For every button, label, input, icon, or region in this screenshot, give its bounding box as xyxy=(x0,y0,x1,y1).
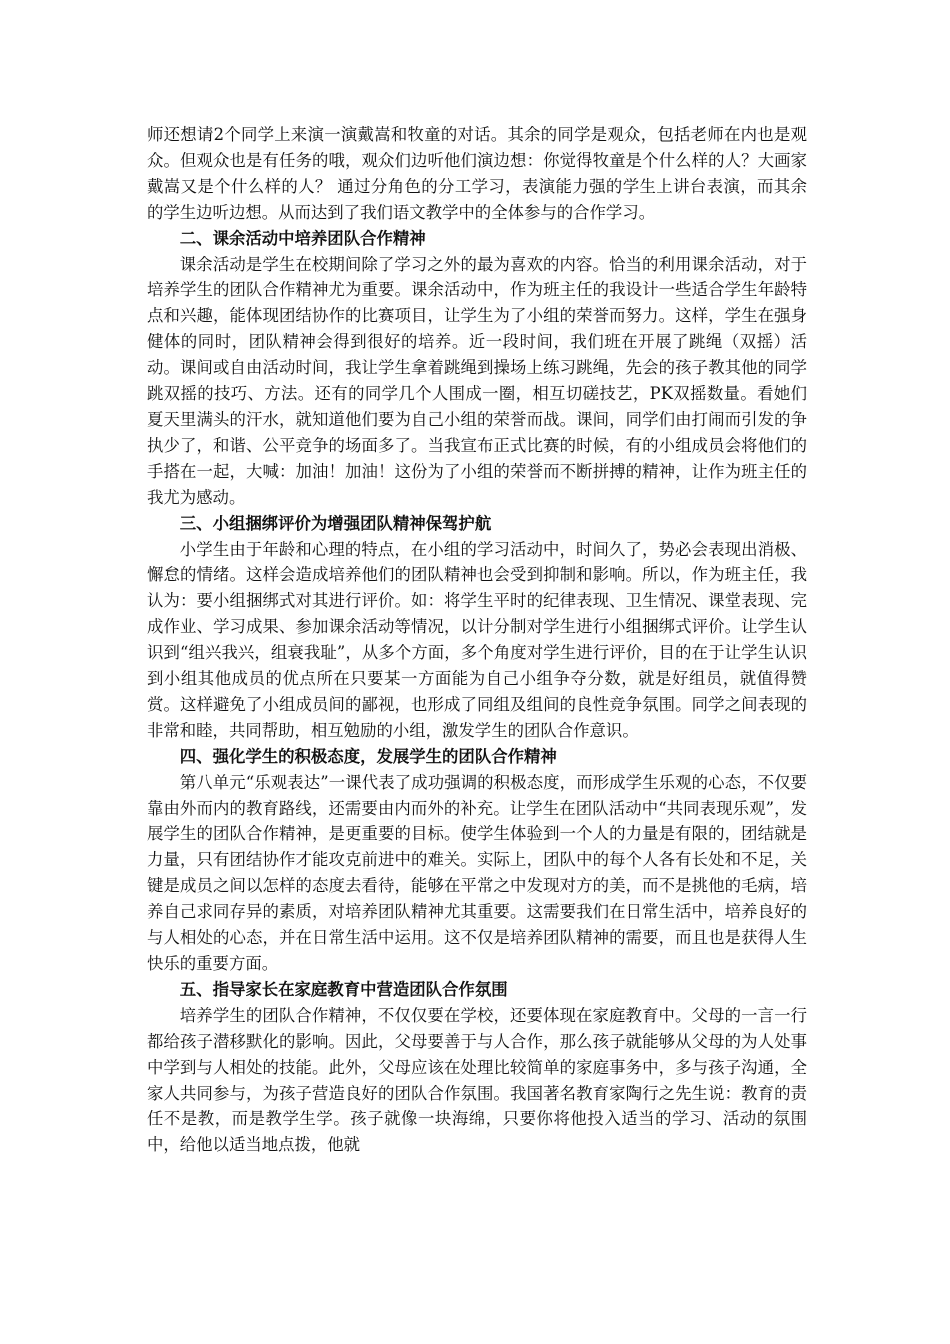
section-5-paragraph: 培养学生的团队合作精神，不仅仅要在学校，还要体现在家庭教育中。父母的一言一行都给孩子潜移默化的影响。因此，父母要善于与人合作，那么孩子就能够从父母的为人处事中学到与人相处的技能。此外，父母应该在处理比较简单的家庭事务中，多与孩子沟通，全家人共同参与，为孩子营造良好的团队合作氛围。我国著名教育家陶行之先生说：教育的责任不是教，而是教学生学。孩子就像一块海绵，只要你将他投入适当的学习、活动的氛围中，给他以适当地点拨，他就 xyxy=(147,1005,807,1155)
section-heading-5: 五、指导家长在家庭教育中营造团队合作氛围 xyxy=(179,979,508,999)
section-3-paragraph: 小学生由于年龄和心理的特点，在小组的学习活动中，时间久了，势必会表现出消极、懈怠的情绪。这样会造成培养他们的团队精神也会受到抑制和影响。所以，作为班主任，我认为：要小组捆绑式对其进行评价。如：将学生平时的纪律表现、卫生情况、课堂表现、完成作业、学习成果、参加课余活动等情况，以计分制对学生进行小组捆绑式评价。让学生认识到“组兴我兴，组衰我耻”，从多个方面，多个角度对学生进行评价，目的在于让学生认识到小组其他成员的优点所在只要某一方面能为自己小组争夺分数，就是好组员，就值得赞赏。这样避免了小组成员间的鄙视，也形成了同组及组间的良性竞争氛围。同学之间表现的非常和睦，共同帮助，相互勉励的小组，激发学生的团队合作意识。 xyxy=(147,539,807,740)
section-4-paragraph: 第八单元“乐观表达”一课代表了成功强调的积极态度，而形成学生乐观的心态，不仅要靠由外而内的教育路线，还需要由内而外的补充。让学生在团队活动中“共同表现乐观”，发展学生的团队合作精神，是更重要的目标。使学生体验到一个人的力量是有限的，团结就是力量，只有团结协作才能攻克前进中的难关。实际上，团队中的每个人各有长处和不足，关键是成员之间以怎样的态度去看待，能够在平常之中发现对方的美，而不是挑他的毛病，培养自己求同存异的素质，对培养团队精神尤其重要。这需要我们在日常生活中，培养良好的与人相处的心态，并在日常生活中运用。这不仅是培养团队精神的需要，而且也是获得人生快乐的重要方面。 xyxy=(147,772,807,973)
section-heading-3: 三、小组捆绑评价为增强团队精神保驾护航 xyxy=(179,513,492,533)
section-heading-2: 二、课余活动中培养团队合作精神 xyxy=(179,228,426,248)
section-heading-4: 四、强化学生的积极态度，发展学生的团队合作精神 xyxy=(179,746,557,766)
document-page xyxy=(147,122,807,1158)
section-2-paragraph: 课余活动是学生在校期间除了学习之外的最为喜欢的内容。恰当的利用课余活动，对于培养学生的团队合作精神尤为重要。课余活动中，作为班主任的我设计一些适合学生年龄特点和兴趣，能体现团结协作的比赛项目，让学生为了小组的荣誉而努力。这样，学生在强身健体的同时，团队精神会得到很好的培养。近一段时间，我们班在开展了跳绳（双摇）活动。课间或自由活动时间，我让学生拿着跳绳到操场上练习跳绳，先会的孩子教其他的同学跳双摇的技巧、方法。还有的同学几个人围成一圈，相互切磋技艺，PK双摇数量。看她们夏天里满头的汗水，就知道他们要为自己小组的荣誉而战。课间，同学们由打闹而引发的争执少了，和谐、公平竞争的场面多了。当我宣布正式比赛的时候，有的小组成员会将他们的手搭在一起，大喊：加油！加油！这份为了小组的荣誉而不断拼搏的精神，让作为班主任的我尤为感动。 xyxy=(147,254,807,507)
intro-paragraph: 师还想请2个同学上来演一演戴嵩和牧童的对话。其余的同学是观众，包括老师在内也是观众。但观众也是有任务的哦，观众们边听他们演边想：你觉得牧童是个什么样的人？大画家戴嵩又是个什么样的人？ 通过分角色的分工学习，表演能力强的学生上讲台表演，而其余的学生边听边想。从而达到了我们语文教学中的全体参与的合作学习。 xyxy=(147,125,807,222)
